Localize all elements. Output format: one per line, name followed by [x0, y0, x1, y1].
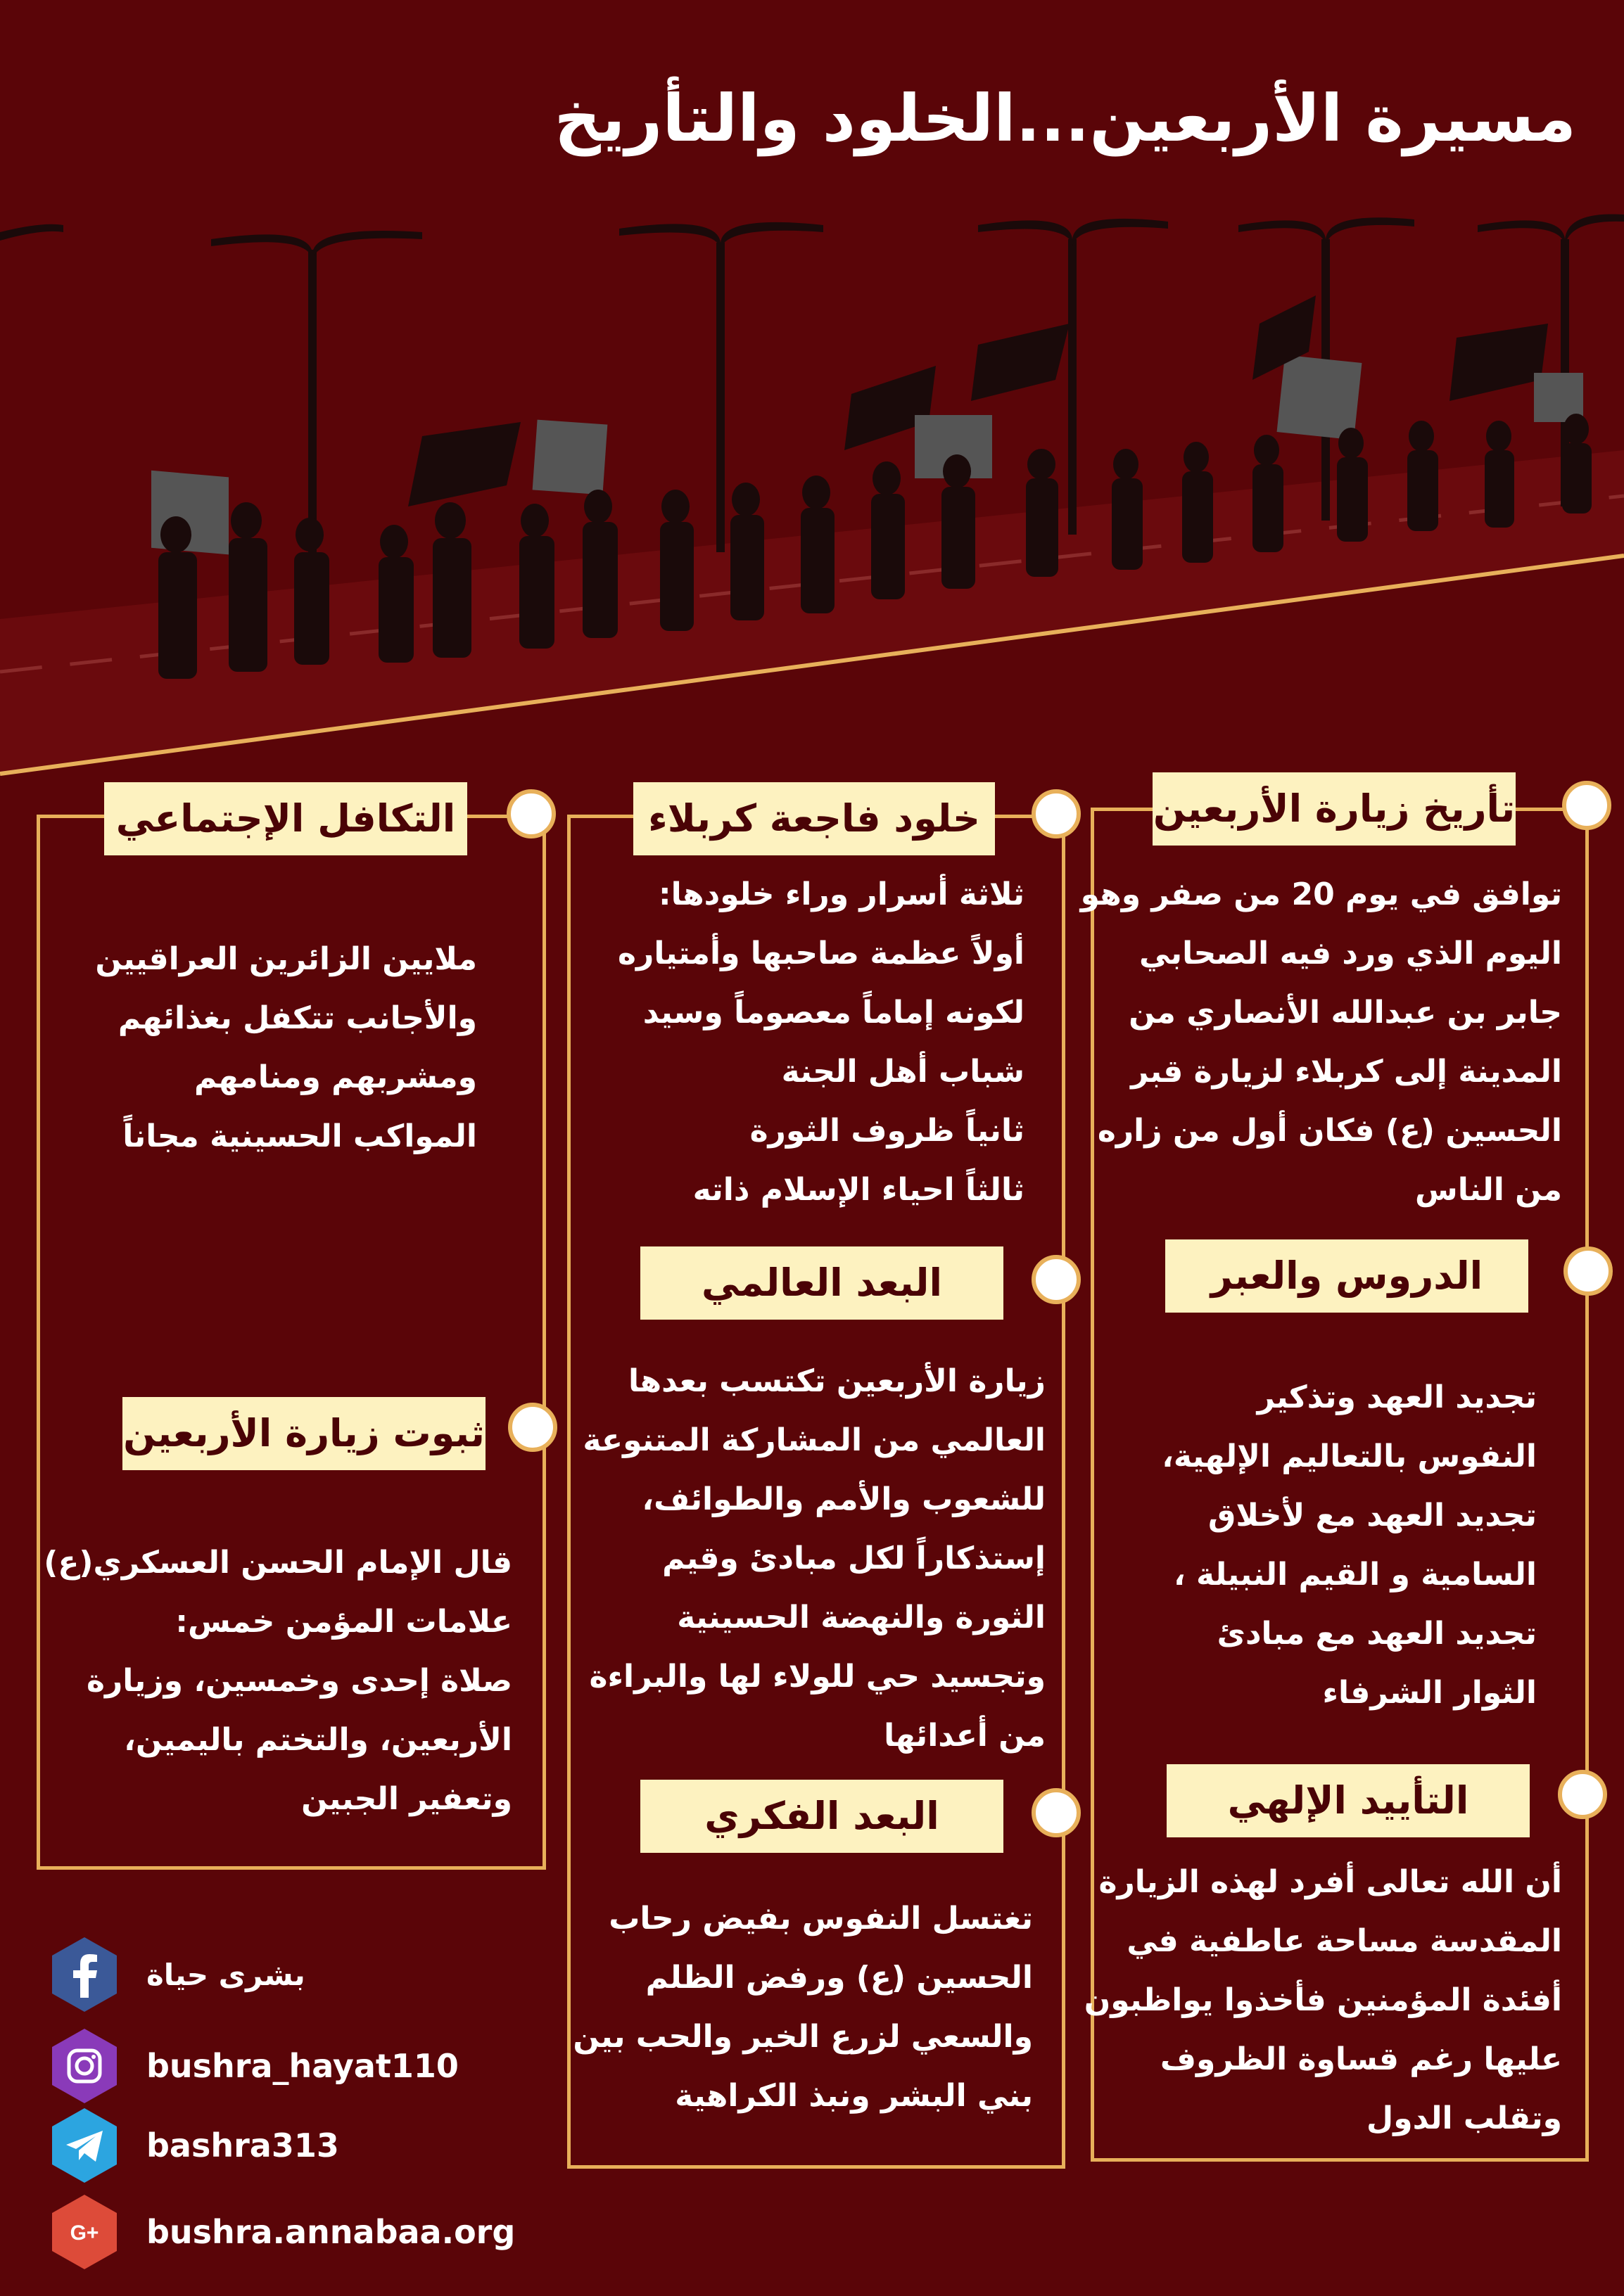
- text-line: الثورة والنهضة الحسينية: [677, 1600, 1046, 1635]
- section-heading-lessons: الدروس والعبر: [1165, 1239, 1528, 1313]
- text-line: أولاً عظمة صاحبها وأمتياره: [618, 936, 1024, 971]
- social-label: بشرى حياة: [146, 1957, 305, 1992]
- section-heading-authenticity: ثبوت زيارة الأربعين: [122, 1397, 486, 1470]
- timeline-node: [1558, 1770, 1607, 1819]
- social-link-website[interactable]: [49, 2193, 515, 2271]
- section-heading-history: تأريخ زيارة الأربعين: [1153, 772, 1516, 846]
- timeline-node: [1032, 1788, 1081, 1837]
- text-line: الحسين (ع) ورفض الظلم: [645, 1960, 1033, 1996]
- text-line: المدينة إلى كربلاء لزيارة قبر: [1131, 1054, 1562, 1090]
- text-line: قال الإمام الحسن العسكري(ع): [44, 1545, 512, 1581]
- text-line: صلاة إحدى وخمسين، وزيارة: [86, 1663, 512, 1699]
- section-body-history: [1080, 865, 1562, 1220]
- text-line: لكونه إماماً معصوماً وسيد: [642, 995, 1024, 1031]
- google-plus-icon: [49, 2193, 120, 2271]
- timeline-node: [508, 1403, 557, 1452]
- text-line: المواكب الحسينية مجاناً: [122, 1118, 477, 1154]
- section-heading-solidarity: التكافل الإجتماعي: [104, 782, 467, 855]
- facebook-icon: [49, 1936, 120, 2013]
- text-line: ملايين الزائرين العراقيين: [95, 941, 477, 977]
- section-body-lessons: [1100, 1368, 1537, 1723]
- instagram-icon: [49, 2027, 120, 2105]
- text-line: المقدسة مساحة عاطفية في: [1127, 1923, 1562, 1959]
- text-line: جابر بن عبدالله الأنصاري من: [1129, 995, 1562, 1031]
- text-line: أن الله تعالى أفرد لهذه الزيارة: [1098, 1864, 1562, 1900]
- social-label: bushra.annabaa.org: [146, 2213, 516, 2251]
- timeline-node: [1563, 1246, 1613, 1296]
- text-line: الأربعين، والتختم باليمين،: [124, 1722, 512, 1758]
- text-line: السامية و القيم النبيلة ،: [1174, 1557, 1537, 1593]
- timeline-node: [507, 789, 556, 838]
- text-line: ومشربهم ومنامهم: [194, 1059, 477, 1095]
- section-body-divine-support: [1084, 1853, 1562, 2148]
- social-label: bashra313: [146, 2126, 339, 2164]
- telegram-icon: [49, 2107, 120, 2184]
- text-line: ثانياً ظروف الثورة: [749, 1113, 1024, 1149]
- text-line: شباب أهل الجنة: [781, 1054, 1024, 1090]
- text-line: الحسين (ع) فكان أول من زاره: [1097, 1113, 1562, 1149]
- text-line: والسعي لزرع الخير والحب بين: [573, 2019, 1033, 2055]
- text-line: ثلاثة أسرار وراء خلودها:: [659, 876, 1024, 912]
- text-line: الثوار الشرفاء: [1322, 1675, 1537, 1711]
- text-line: من الناس: [1415, 1172, 1562, 1208]
- text-line: عليها رغم قساوة الظروف: [1160, 2041, 1562, 2077]
- social-link-telegram[interactable]: [49, 2107, 339, 2184]
- section-heading-immortality: خلود فاجعة كربلاء: [633, 782, 995, 855]
- text-line: تجديد العهد مع مبادئ: [1217, 1616, 1537, 1652]
- text-line: من أعدائها: [884, 1718, 1046, 1754]
- text-line: العالمي من المشاركة المتنوعة: [583, 1422, 1046, 1458]
- section-body-intellectual: [569, 1889, 1033, 2126]
- text-line: توافق في يوم 20 من صفر وهو: [1080, 876, 1562, 912]
- section-heading-intellectual: البعد الفكري: [640, 1780, 1003, 1853]
- text-line: والأجانب تتكفل بغذائهم: [118, 1000, 477, 1036]
- text-line: إستذكاراً لكل مبادئ وقيم: [662, 1541, 1046, 1576]
- social-label: bushra_hayat110: [146, 2047, 459, 2085]
- text-line: علامات المؤمن خمس:: [175, 1604, 512, 1640]
- text-line: تجديد العهد مع لأخلاق: [1208, 1498, 1537, 1533]
- text-line: وتجسيد حي للولاء لها والبراءة: [589, 1659, 1046, 1695]
- timeline-node: [1032, 789, 1081, 838]
- section-heading-divine-support: التأييد الإلهي: [1167, 1764, 1530, 1837]
- social-link-instagram[interactable]: [49, 2027, 459, 2105]
- section-heading-global: البعد العالمي: [640, 1246, 1003, 1320]
- timeline-node: [1032, 1255, 1081, 1304]
- text-line: تجديد العهد وتذكير: [1257, 1379, 1537, 1415]
- text-line: وتقلب الدول: [1366, 2100, 1562, 2136]
- text-line: أفئدة المؤمنين فأخذوا يواظبون: [1084, 1982, 1562, 2018]
- section-body-authenticity: [44, 1533, 512, 1829]
- text-line: ثالثاً احياء الإسلام ذاته: [692, 1172, 1024, 1208]
- text-line: بني البشر ونبذ الكراهية: [675, 2078, 1033, 2114]
- text-line: للشعوب والأمم والطوائف،: [642, 1481, 1046, 1517]
- text-line: وتعفير الجبين: [301, 1781, 512, 1817]
- section-body-solidarity: [41, 930, 477, 1166]
- section-body-global: [567, 1352, 1046, 1766]
- text-line: تغتسل النفوس بفيض رحاب: [609, 1901, 1033, 1937]
- section-body-immortality: [574, 865, 1024, 1220]
- page-title: مسيرة الأربعين...الخلود والتأريخ: [554, 81, 1576, 156]
- social-link-facebook[interactable]: [49, 1936, 305, 2013]
- text-line: اليوم الذي ورد فيه الصحابي: [1139, 936, 1562, 971]
- text-line: النفوس بالتعاليم الإلهية،: [1162, 1439, 1537, 1474]
- timeline-node: [1562, 781, 1611, 830]
- svg-text:G+: G+: [70, 2221, 99, 2245]
- text-line: زيارة الأربعين تكتسب بعدها: [628, 1363, 1046, 1399]
